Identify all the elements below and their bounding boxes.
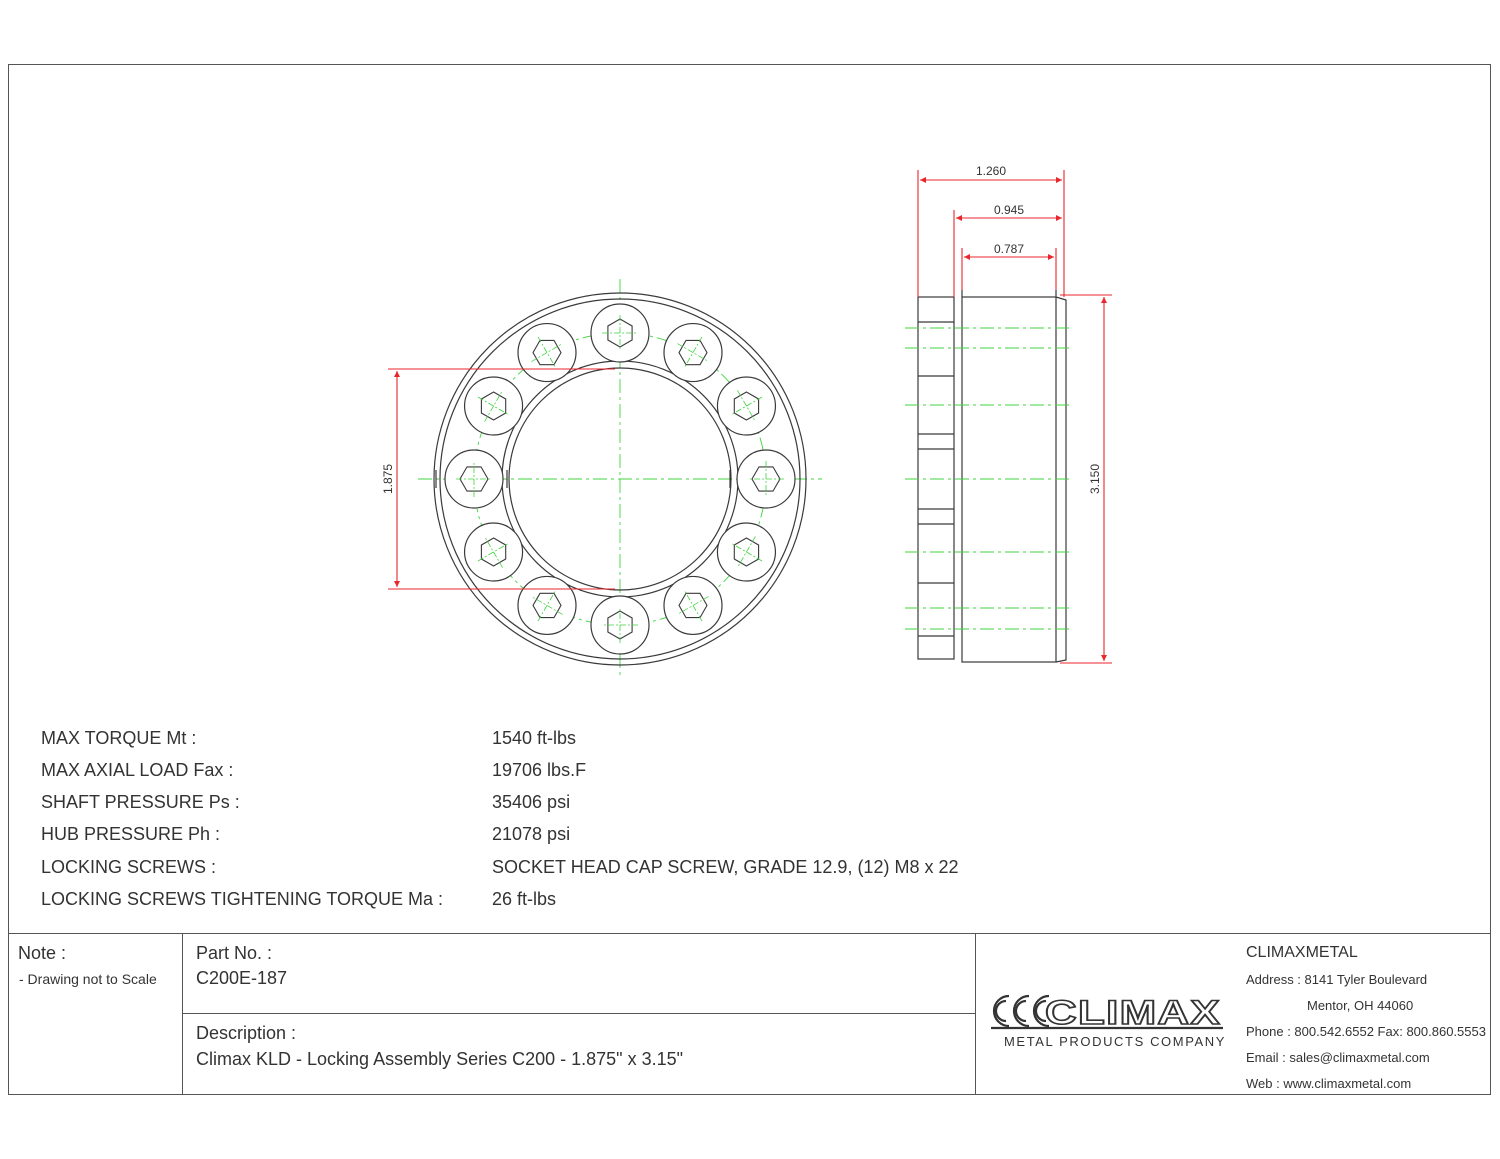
inner-width-label: 0.787	[993, 242, 1025, 256]
spec-label: LOCKING SCREWS TIGHTENING TORQUE Ma :	[41, 889, 444, 909]
locking-screw	[518, 324, 576, 382]
side-view-centerlines	[905, 328, 1072, 629]
spec-label: SHAFT PRESSURE Ps :	[41, 792, 240, 812]
locking-screw	[591, 596, 649, 654]
locking-screw	[664, 576, 722, 634]
outer-diameter-label: 3.150	[1088, 463, 1102, 495]
locking-screw	[445, 450, 503, 508]
title-block-top-border	[8, 933, 1491, 934]
side-view	[905, 290, 1072, 662]
note-label: Note :	[18, 943, 67, 963]
locking-screw	[591, 304, 649, 362]
middle-width-label: 0.945	[993, 203, 1025, 217]
side-flange	[918, 297, 954, 659]
description-value: Climax KLD - Locking Assembly Series C200 - 1.875" x 3.15"	[196, 1049, 683, 1069]
title-block-divider	[182, 1013, 976, 1014]
overall-width-label: 1.260	[975, 164, 1007, 178]
front-view	[418, 279, 822, 679]
description-label: Description :	[196, 1023, 297, 1043]
side-body	[962, 297, 1056, 662]
spec-value: 1540 ft-lbs	[492, 728, 577, 748]
company-address-line2: Mentor, OH 44060	[1307, 998, 1414, 1013]
spec-value: SOCKET HEAD CAP SCREW, GRADE 12.9, (12) M8 x 22	[492, 857, 959, 877]
climax-logo-text: CLIMAX	[1045, 994, 1221, 1032]
logo-subtitle: METAL PRODUCTS COMPANY	[1004, 1034, 1227, 1049]
spec-value: 26 ft-lbs	[492, 889, 557, 909]
locking-screw	[717, 523, 775, 581]
spec-value: 21078 psi	[492, 824, 571, 844]
company-name: CLIMAXMETAL	[1246, 944, 1358, 961]
company-email: Email : sales@climaxmetal.com	[1246, 1050, 1430, 1065]
spec-label: HUB PRESSURE Ph :	[41, 824, 221, 844]
company-phone: Phone : 800.542.6552 Fax: 800.860.5553	[1246, 1024, 1486, 1039]
locking-screw	[465, 377, 523, 435]
note-text: - Drawing not to Scale	[19, 971, 157, 987]
climax-logo	[987, 990, 1227, 1036]
spec-value: 35406 psi	[492, 792, 571, 812]
company-web: Web : www.climaxmetal.com	[1246, 1076, 1412, 1091]
company-address-line1: Address : 8141 Tyler Boulevard	[1246, 972, 1428, 987]
spec-label: LOCKING SCREWS :	[41, 857, 217, 877]
locking-screw	[465, 523, 523, 581]
part-number-value: C200E-187	[196, 968, 288, 988]
spec-label: MAX AXIAL LOAD Fax :	[41, 760, 234, 780]
locking-screw	[664, 324, 722, 382]
locking-screw	[717, 377, 775, 435]
part-number-label: Part No. :	[196, 943, 273, 963]
bore-dimension-label: 1.875	[381, 463, 395, 495]
spec-value: 19706 lbs.F	[492, 760, 587, 780]
locking-screw	[737, 450, 795, 508]
spec-label: MAX TORQUE Mt :	[41, 728, 197, 748]
locking-screw	[518, 576, 576, 634]
